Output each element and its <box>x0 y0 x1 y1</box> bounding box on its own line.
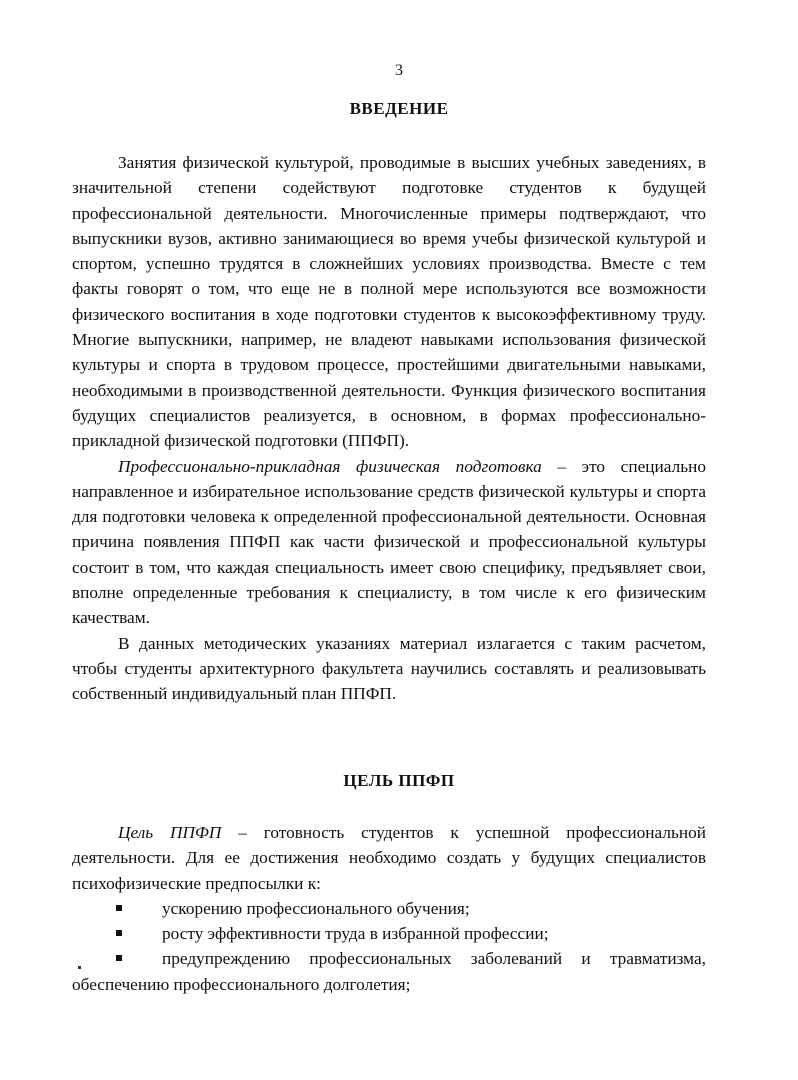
scan-mark <box>78 966 81 969</box>
bullet-icon <box>116 905 122 911</box>
intro-paragraph-1: Занятия физической культурой, проводимые в высших учебных заведениях, в значительной степени содействуют подготовке студентов к будущей профессиональной деятельности. Многочисленные примеры подтверждают, что выпускники вузов, активно занимающиеся во время учебы физической культурой и спортом, успешно трудятся в сложнейших условиях производства. Вместе с тем факты говорят о том, что еще не в полной мере используются все возможности физического воспитания в ходе подготовки студентов к высокоэффективному труду. Многие выпускники, например, не владеют навыками использования физической культуры и спорта в трудовом процессе, простейшими двигательными навыками, необходимыми в производственной деятельности. Функция физического воспитания будущих специалистов реализуется, в основном, в формах профессионально-прикладной физической подготовки (ППФП). <box>72 153 706 451</box>
intro-heading: ВВЕДЕНИЕ <box>349 99 449 118</box>
bullet-icon <box>116 930 122 936</box>
list-item: росту эффективности труда в избранной профессии; <box>72 921 706 946</box>
ppfp-definition-text: – это специально направленное и избирательное использование средств физической культуры и спорта для подготовки человека к определенной профессиональной деятельности. Основная причина появления ППФП как части физической и профессиональной культуры состоит в том, что каждая специальность имеет свою специфику, предъявляет свои, вполне определенные требования к специалисту, в том числе к его физическим качествам. <box>72 456 706 628</box>
goal-term: Цель ППФП <box>118 823 222 842</box>
intro-paragraph-3: В данных методических указаниях материал излагается с таким расчетом, чтобы студенты архитектурного факультета научились составлять и реализовывать собственный индивидуальный план ППФП. <box>72 633 706 704</box>
ppfp-definition-term: Профессионально-прикладная физическая подготовка <box>118 456 542 476</box>
list-item: ускорению профессионального обучения; <box>72 896 706 921</box>
page-number: 3 <box>395 62 403 79</box>
intro-paragraph-2 <box>72 454 706 631</box>
goal-paragraph <box>72 820 706 896</box>
goal-text: – готовность студентов к успешной профессиональной деятельности. Для ее достижения необходимо создать у будущих специалистов психофизические предпосылки к: <box>72 823 706 893</box>
goal-list <box>72 896 706 997</box>
goal-heading: ЦЕЛЬ ППФП <box>343 771 455 790</box>
list-item: предупреждению профессиональных заболеваний и травматизма, обеспечению профессионального долголетия; <box>72 949 706 994</box>
intro-body <box>72 150 706 707</box>
bullet-icon <box>116 955 122 961</box>
goal-body <box>72 820 706 997</box>
